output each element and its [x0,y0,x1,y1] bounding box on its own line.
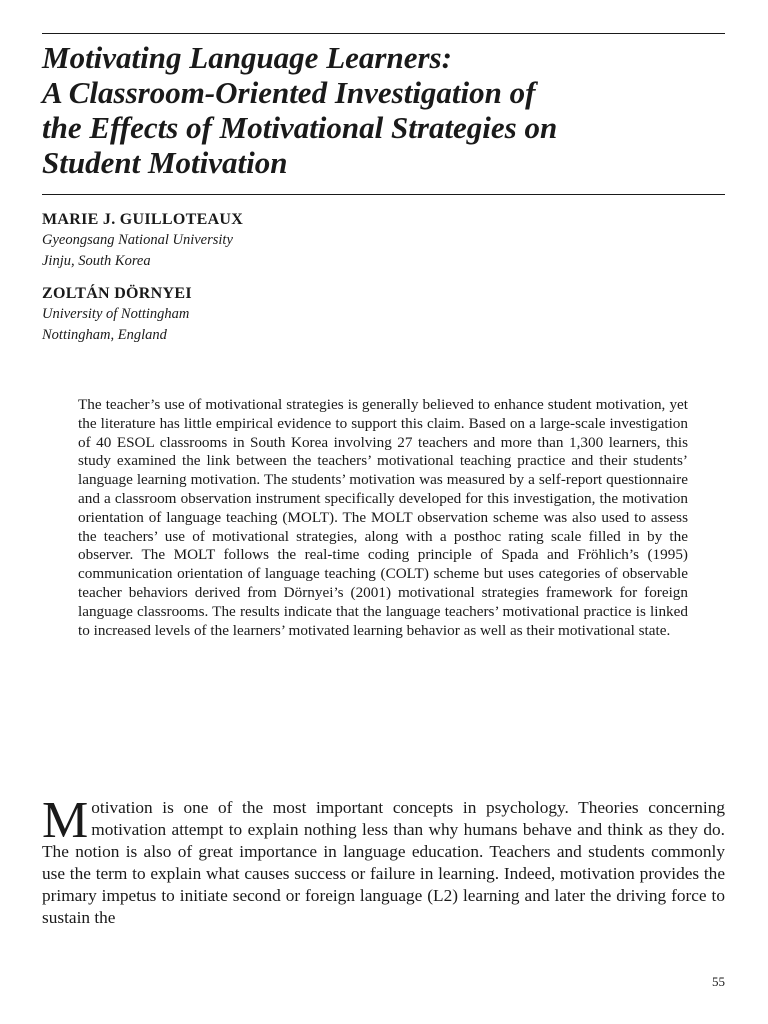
title-bottom-rule [42,194,725,195]
top-rule [42,33,725,34]
page-number: 55 [712,974,725,989]
title-line: the Effects of Motivational Strategies on [42,110,558,145]
author-name: MARIE J. GUILLOTEAUX [42,211,244,228]
title-line: Student Motivation [42,145,288,180]
author-location: Nottingham, England [42,327,167,343]
author-location: Jinju, South Korea [42,253,151,269]
drop-cap: M [42,792,89,849]
title-line: A Classroom-Oriented Investigation of [42,75,536,110]
author-institution: University of Nottingham [42,306,190,322]
abstract: The teacher’s use of motivational strategies is generally believed to enhance student motivation, yet the literature has little empirical evidence to support this claim. Based on a large-scale investigation of 40 ESOL classrooms in South Korea involving 27 teachers and more than 1,300 learners, this study examined the link between the teachers’ motivational teaching practice and their students’ language learning motivation. The students’ motivation was measured by a self-report questionnaire and a classroom observation instrument specifically developed for this investigation, the motivation orientation of language teaching (MOLT). The MOLT observation scheme was also used to assess the teachers’ use of motivational strategies, along with a posthoc rating scale filled in by the observer. The MOLT follows the real-time coding principle of Spada and Fröhlich’s (1995) communication orientation of language teaching (COLT) scheme but uses categories of observable teacher behaviors derived from Dörnyei’s (2001) motivational strategies framework for foreign language classrooms. The results indicate that the language teachers’ motivational practice is linked to increased levels of the learners’ motivated learning behavior as well as their motivational state. [78,396,688,639]
body-paragraph [42,792,725,929]
author-block [42,284,192,346]
author-name: ZOLTÁN DÖRNYEI [42,285,192,302]
body-paragraph-text: otivation is one of the most important concepts in psychology. Theories concerning motivation attempt to explain nothing less than why humans behave and think as they do. The notion is also of great importance in language education. Teachers and students commonly use the term to explain what causes success or failure in learning. Indeed, motivation provides the primary impetus to initiate second or foreign language (L2) learning and later the driving force to sustain the [42,798,725,927]
article-title [42,40,732,180]
author-institution: Gyeongsang National University [42,232,233,248]
title-line: Motivating Language Learners: [42,40,452,75]
author-block [42,210,243,272]
